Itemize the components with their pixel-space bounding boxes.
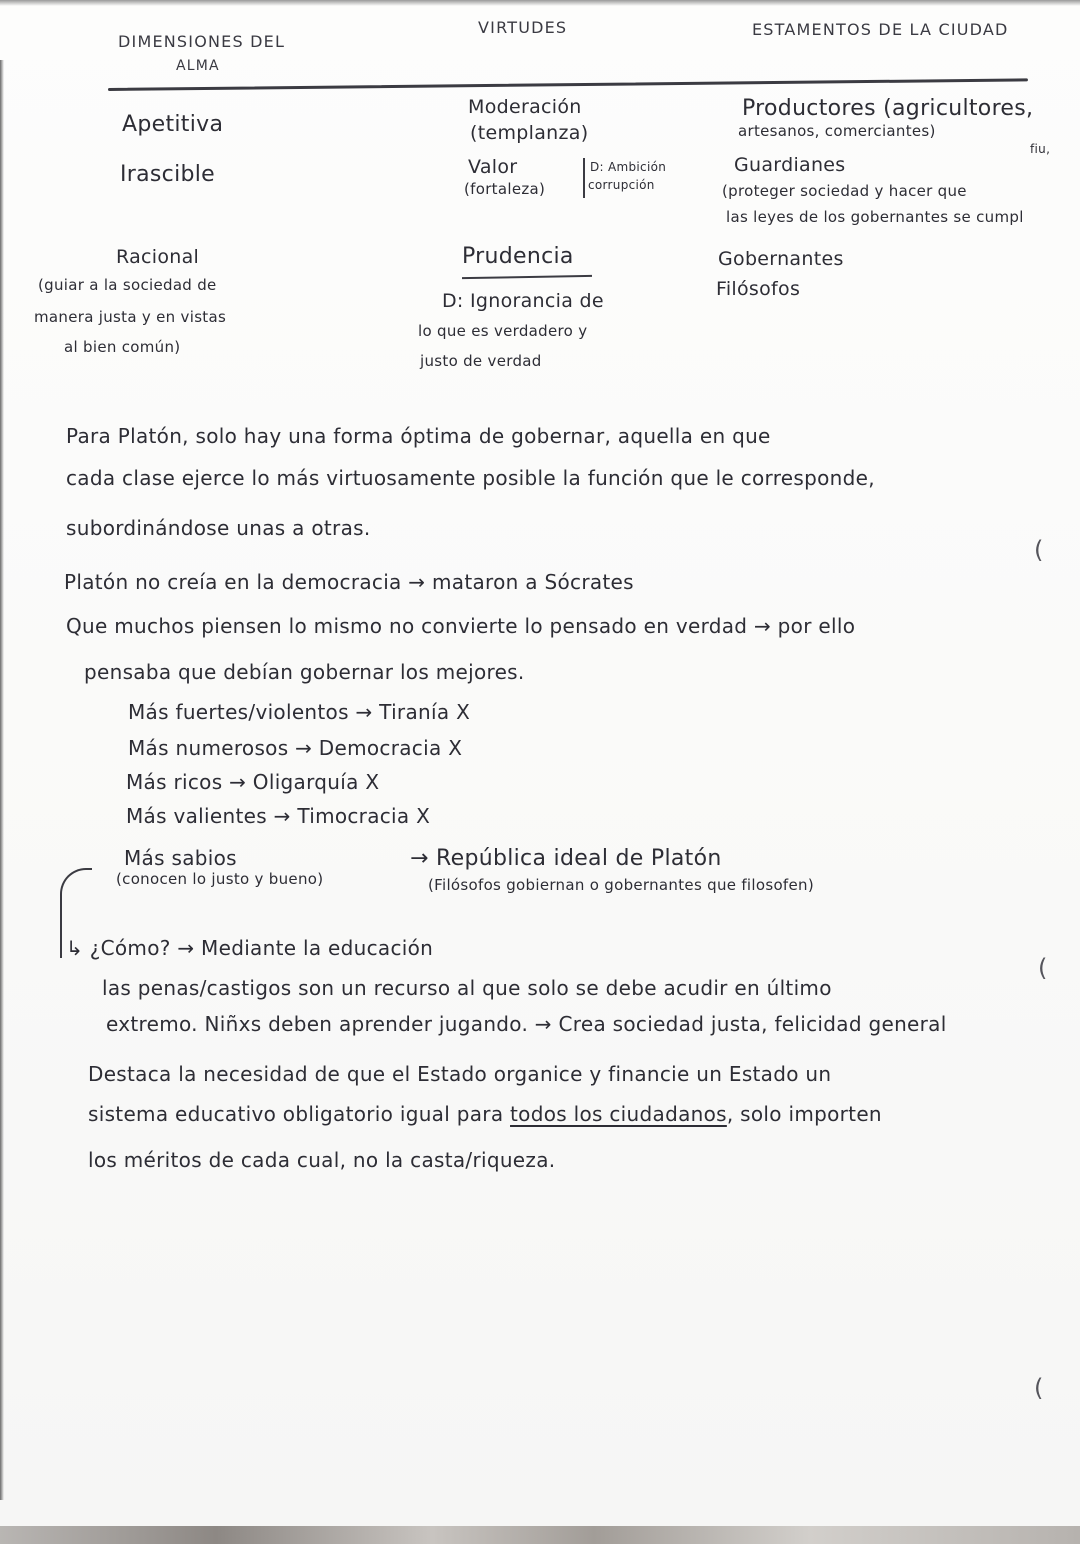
dimension-apetitiva: Apetitiva	[122, 112, 224, 137]
racional-note-2: manera justa y en vistas	[34, 308, 227, 326]
defecto-ignorancia-2: lo que es verdadero y	[418, 322, 588, 340]
gov-item-label: Más ricos → Oligarquía	[126, 770, 359, 794]
gov-item-tirania	[128, 700, 470, 724]
p4-line-2-b: , solo importen	[726, 1102, 882, 1126]
p4-underlined-phrase: todos los ciudadanos	[510, 1102, 727, 1126]
estamento-guardianes-detail-1: (proteger sociedad y hacer que	[722, 182, 967, 200]
como-line: ↳ ¿Cómo? → Mediante la educación	[66, 936, 434, 960]
estamento-guardianes: Guardianes	[734, 154, 846, 176]
p1-line-1: Para Platón, solo hay una forma óptima de gobernar, aquella en que	[66, 424, 771, 448]
estamento-filosofos: Filósofos	[716, 278, 801, 300]
defecto-ignorancia-3: justo de verdad	[420, 352, 542, 370]
p4-line-1: Destaca la necesidad de que el Estado organice y financie un Estado un	[88, 1062, 832, 1086]
desk-surface	[0, 1526, 1080, 1544]
virtud-fortaleza: (fortaleza)	[464, 180, 546, 198]
margin-hole-mark: (	[1034, 536, 1044, 564]
p4-line-2-a: sistema educativo obligatorio igual para	[88, 1102, 511, 1126]
estamento-guardianes-detail-2: las leyes de los gobernantes se cumpl	[726, 208, 1024, 226]
margin-hole-mark: (	[1034, 1374, 1044, 1402]
estamento-gobernantes: Gobernantes	[718, 248, 844, 270]
dimension-irascible: Irascible	[120, 162, 215, 187]
rejected-mark-icon: X	[416, 804, 431, 828]
header-dimensiones: DIMENSIONES DEL	[118, 32, 286, 51]
p1-line-2: cada clase ejerce lo más virtuosamente posible la función que le corresponde,	[66, 466, 875, 490]
p4-line-2	[88, 1102, 882, 1126]
defecto-ignorancia-1: D: Ignorancia de	[442, 290, 604, 312]
gov-item-label: Más fuertes/violentos → Tiranía	[128, 700, 450, 724]
estamento-productores: Productores (agricultores,	[742, 96, 1034, 121]
virtud-moderacion: Moderación	[468, 96, 582, 118]
gov-item-timocracia	[126, 804, 430, 828]
rejected-mark-icon: X	[448, 736, 463, 760]
prudencia-underline	[462, 275, 592, 279]
page-left-edge	[0, 60, 4, 1500]
republica-detail: (Filósofos gobiernan o gobernantes que filosofen)	[428, 876, 815, 894]
p1-line-3: subordinándose unas a otras.	[66, 516, 371, 540]
virtud-valor: Valor	[468, 156, 518, 178]
estamento-productores-detail: artesanos, comerciantes)	[738, 122, 936, 140]
p2-line-2: Que muchos piensen lo mismo no convierte lo pensado en verdad → por ello	[66, 614, 856, 638]
gov-item-sabios: Más sabios	[124, 846, 237, 870]
virtud-prudencia: Prudencia	[462, 244, 574, 269]
p4-line-3: los méritos de cada cual, no la casta/riqueza.	[88, 1148, 556, 1172]
gov-item-label: Más numerosos → Democracia	[128, 736, 442, 760]
gov-item-democracia	[128, 736, 462, 760]
defecto-corrupcion: corrupción	[588, 178, 655, 192]
racional-note-3: al bien común)	[64, 338, 181, 356]
margin-hole-mark: (	[1038, 954, 1048, 982]
p3-line-1: las penas/castigos son un recurso al que solo se debe acudir en último	[102, 976, 832, 1000]
p3-line-2: extremo. Niñxs deben aprender jugando. → Crea sociedad justa, felicidad general	[106, 1012, 947, 1036]
side-note: fiu,	[1030, 142, 1051, 156]
rejected-mark-icon: X	[365, 770, 380, 794]
p2-line-3: pensaba que debían gobernar los mejores.	[84, 660, 525, 684]
page-top-edge	[0, 0, 1080, 6]
racional-note-1: (guiar a la sociedad de	[38, 276, 217, 294]
virtud-templanza: (templanza)	[470, 122, 589, 144]
rejected-mark-icon: X	[456, 700, 471, 724]
gov-item-oligarquia	[126, 770, 379, 794]
sabios-detail: (conocen lo justo y bueno)	[116, 870, 324, 888]
dimension-racional: Racional	[116, 246, 200, 268]
defect-divider	[583, 158, 585, 198]
header-dimensiones-alma: ALMA	[176, 58, 220, 74]
defecto-ambicion: D: Ambición	[590, 160, 667, 174]
header-virtudes: VIRTUDES	[478, 18, 568, 37]
header-estamentos: ESTAMENTOS DE LA CIUDAD	[752, 20, 1009, 39]
header-divider	[108, 78, 1028, 91]
gov-item-label: Más valientes → Timocracia	[126, 804, 410, 828]
p2-line-1: Platón no creía en la democracia → mataron a Sócrates	[64, 570, 634, 594]
republica-ideal: → República ideal de Platón	[410, 846, 722, 871]
